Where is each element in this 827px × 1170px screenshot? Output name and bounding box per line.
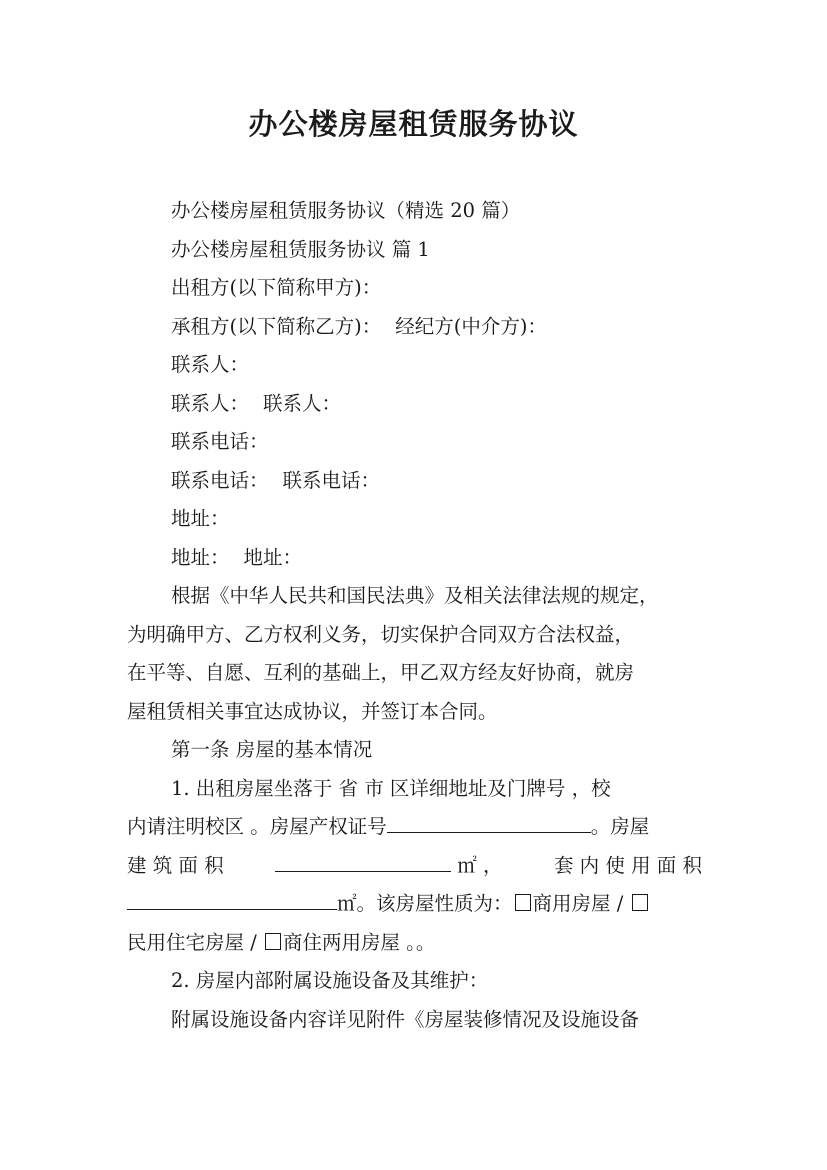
item-text: 商用房屋 / (532, 892, 624, 915)
contact-label: 联系人： (263, 391, 342, 415)
area-field (275, 847, 502, 886)
lessee-agent-line (127, 308, 702, 347)
document-title: 办公楼房屋租赁服务协议 (248, 107, 579, 141)
checkbox[interactable] (515, 894, 531, 911)
lessor-line: 出租方(以下简称甲方)： (171, 276, 382, 299)
item-line (127, 924, 702, 963)
paragraph-line: 屋租赁相关事宜达成协议，并签订本合同。 (127, 699, 498, 723)
checkbox[interactable] (632, 894, 648, 911)
address-line-2 (127, 539, 702, 578)
item-text: 。房屋 (590, 815, 650, 838)
address-label: 地址： (243, 545, 303, 569)
item-text: 内请注明校区 。房屋产权证号 (127, 815, 387, 838)
item-text: 民用住宅房屋 / (127, 930, 257, 954)
document-body (127, 192, 702, 1039)
address-line: 地址： (171, 507, 230, 530)
contact-label: 联系人： (171, 391, 250, 415)
item-text: 套 内 使 用 面 积 (553, 853, 702, 877)
item-text: ㎡ ， (457, 853, 503, 877)
item-line (127, 808, 702, 847)
item-text: ㎡。该房屋性质为： (337, 892, 513, 915)
phone-label: 联系电话： (171, 468, 269, 492)
phone-label: 联系电话： (282, 468, 381, 492)
contact-line: 联系人： (171, 353, 250, 376)
phone-line-2 (127, 462, 702, 501)
checkbox[interactable] (265, 933, 281, 950)
chapter-heading: 办公楼房屋租赁服务协议 篇 1 (171, 237, 430, 261)
paragraph-line: 在平等、自愿、互利的基础上，甲乙双方经友好协商，就房 (127, 661, 635, 684)
agent-label: 经纪方(中介方)： (395, 314, 547, 338)
lessee-label: 承租方(以下简称乙方)： (171, 314, 382, 338)
item-text: 商住两用房屋 。。 (282, 930, 436, 954)
paragraph-line: 为明确甲方、乙方权利义务，切实保护合同双方合法权益， (127, 622, 635, 646)
item-line: 2. 房屋内部附属设施设备及其维护： (171, 969, 489, 992)
section-heading: 第一条 房屋的基本情况 (171, 738, 373, 761)
item-text: 建 筑 面 积 (127, 853, 224, 877)
fill-blank (387, 810, 591, 833)
fill-blank (275, 849, 451, 872)
contact-line-2 (127, 385, 702, 424)
subtitle-line: 办公楼房屋租赁服务协议（精选 20 篇） (171, 199, 521, 222)
item-line (127, 885, 702, 924)
item-line: 附属设施设备内容详见附件《房屋装修情况及设施设备 (171, 1007, 640, 1031)
address-label: 地址： (171, 545, 230, 569)
item-line (127, 847, 702, 886)
item-line: 1. 出租房屋坐落于 省 市 区详细地址及门牌号 ，校 (171, 776, 611, 800)
phone-line: 联系电话： (171, 430, 269, 453)
paragraph-line: 根据《中华人民共和国民法典》及相关法律法规的规定， (171, 584, 659, 607)
fill-blank (127, 887, 337, 910)
